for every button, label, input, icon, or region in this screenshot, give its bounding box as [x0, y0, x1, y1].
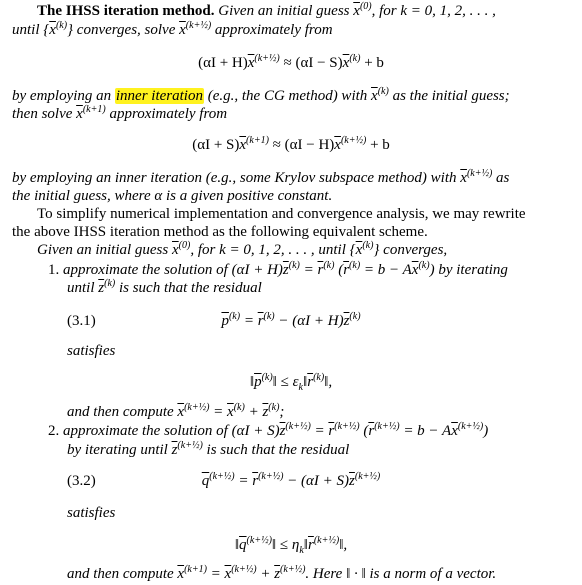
scheme-item-2-line-2: by iterating until $\overline{z}^{(k+\frac{1}{2})}$ is such that the residual — [67, 440, 350, 458]
inequality-1: $‖\overline{p}^{(k)}‖$ ≤ $\varepsilon_k‖\overline{r}^{(k)}‖$, — [249, 372, 333, 393]
scheme-item-2-line-1: 2. approximate the solution of $(\alpha I + S)\overline{z}^{(k+\frac{1}{2})} = \overline{r}^{(k+\frac{1}{2})}$ $(\overline{r}^{(k+\frac{1}{2})} = b - A\overline{x}^{(k+\frac{1}{2})})$ — [48, 421, 489, 439]
equation-hss-step-2: $(\alpha I + S)\overline{x}^{(k+1)} \approx (\alpha I - H)\overline{x}^{(k+\frac{1}{2})} + b$ — [192, 135, 390, 153]
item-1-number: 1. — [48, 262, 60, 278]
equation-3-1: $\overline{p}^{(k)} = \overline{r}^{(k)} - (\alpha I + H)\overline{z}^{(k)}$ — [221, 311, 361, 329]
paragraph-2-line-1: by employing an inner iteration (e.g., the CG method) with $\overline{x}^{(k)}$ as the initial guess; — [12, 86, 510, 104]
highlighted-text[interactable]: inner iteration — [115, 88, 203, 104]
equation-number-3-2: (3.2) — [67, 473, 96, 489]
equation-3-2: $\overline{q}^{(k+\frac{1}{2})} = \overline{r}^{(k+\frac{1}{2})} - (\alpha I + S)\overline{z}^{(k+\frac{1}{2})}$ — [201, 471, 381, 489]
scheme-intro: Given an initial guess $\overline{x}^{(0)}$, for k = 0, 1, 2, . . . , until $\{\overline{x}^{(k)}\}$ converges, — [37, 240, 448, 258]
then-compute-2: and then compute $\overline{x}^{(k+1)} = \overline{x}^{(k+\frac{1}{2})} + \overline{z}^{(k+\frac{1}{2})}$. Here ‖ · ‖ is a norm of a vector. — [67, 564, 497, 582]
equation-number-3-1: (3.1) — [67, 313, 96, 329]
scheme-item-1-line-2: until $\overline{z}^{(k)}$ is such that the residual — [67, 278, 262, 296]
satisfies-2: satisfies — [67, 505, 116, 521]
method-heading: The IHSS iteration method. — [37, 3, 215, 19]
method-heading-line: The IHSS iteration method. Given an initial guess $\overline{x}^{(0)}$, for k = 0, 1, 2, . . . , — [37, 1, 496, 19]
paragraph-3-line-1: by employing an inner iteration (e.g., some Krylov subspace method) with $\overline{x}^{(k+\frac{1}{2})}$ as — [12, 168, 510, 186]
paragraph-1-line-2: until $\{\overline{x}^{(k)}\}$ converges, solve $\overline{x}^{(k+\frac{1}{2})}$ approximately from — [12, 20, 333, 38]
paragraph-4-line-1: To simplify numerical implementation and convergence analysis, we may rewrite — [37, 206, 526, 222]
paragraph-2-line-2: then solve $\overline{x}^{(k+1)}$ approximately from — [12, 104, 228, 122]
scheme-item-1-line-1: 1. approximate the solution of $(\alpha I + H)\overline{z}^{(k)} = \overline{r}^{(k)}$ $(\overline{r}^{(k)} = b - A\overline{x}^{(k)})$ by iterating — [48, 260, 508, 278]
item-2-number: 2. — [48, 423, 60, 439]
paragraph-3-line-2: the initial guess, where α is a given positive constant. — [12, 188, 333, 204]
paragraph-4-line-2: the above IHSS iteration method as the following equivalent scheme. — [12, 224, 428, 240]
heading-k-range: , for k = 0, 1, 2, . . . , — [371, 3, 496, 19]
then-compute-1: and then compute $\overline{x}^{(k+\frac{1}{2})} = \overline{x}^{(k)} + \overline{z}^{(k)}$; — [67, 402, 285, 420]
equation-hss-step-1: $(\alpha I + H)\overline{x}^{(k+\frac{1}{2})} \approx (\alpha I - S)\overline{x}^{(k)} + b$ — [198, 53, 384, 71]
satisfies-1: satisfies — [67, 343, 116, 359]
inequality-2: $‖\overline{q}^{(k+\frac{1}{2})}‖$ ≤ $\eta_k‖\overline{r}^{(k+\frac{1}{2})}‖$, — [234, 535, 348, 556]
heading-text: Given an initial guess — [218, 3, 350, 19]
